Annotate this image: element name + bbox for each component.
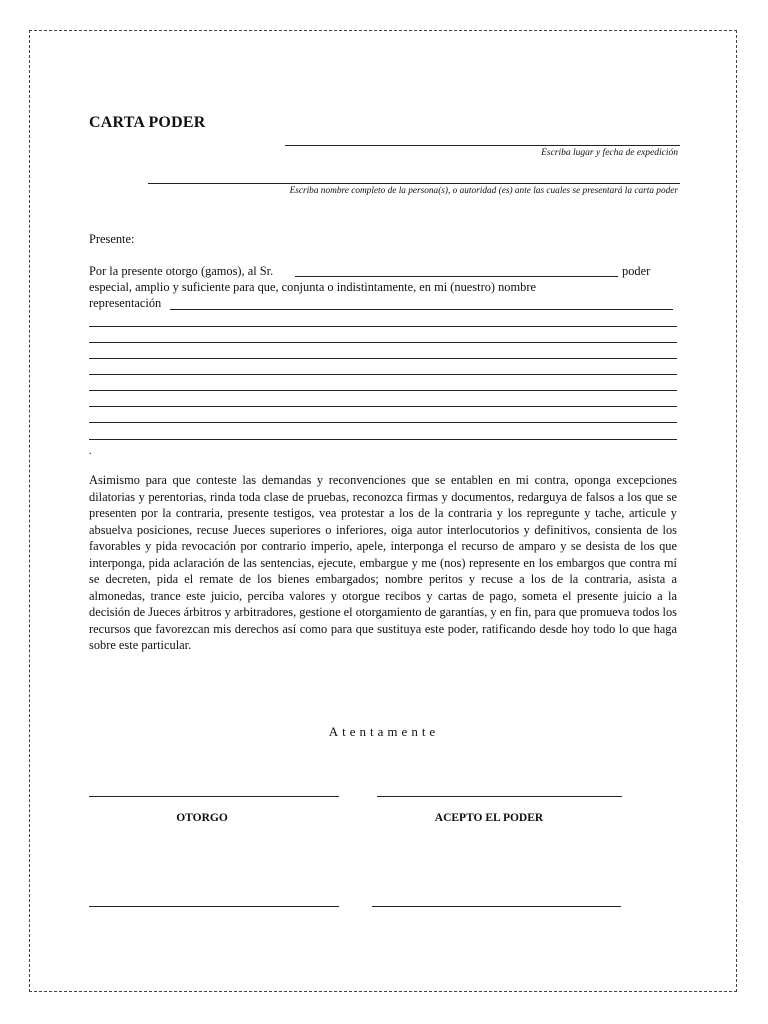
fill-line[interactable] <box>89 374 677 375</box>
trailing-dot: . <box>89 446 92 457</box>
greeting: Presente: <box>89 232 135 246</box>
fill-line[interactable] <box>89 439 677 440</box>
place-date-caption: Escriba lugar y fecha de expedición <box>541 148 678 158</box>
fill-line[interactable] <box>89 406 677 407</box>
signature-line-right-2[interactable] <box>372 906 621 907</box>
signature-line-right[interactable] <box>377 796 622 797</box>
body-paragraph: Asimismo para que conteste las demandas y reconvenciones que se entablen en mi contra, oponga excepciones dilatorias y perentorias, rinda toda clase de pruebas, reconozca firmas y documentos, redarguya de falsos a los que se presenten por la contraria, presente testigos, vea protestar a los de la contraria y los repregunte y tache, articule y absuelva posiciones, recuse Jueces superiores o inferiores, oiga autor interlocutorios y definitivos, consienta de los favorables y pida revocación por contrario imperio, apele, interponga el recurso de amparo y se desista de los que interponga, pida aclaración de las sentencias, ejecute, embargue y me (nos) represente en los embargos que contra mí se decreten, pida el remate de los bienes embargados; nombre peritos y recuse a los de la contraria, asista a almonedas, trance este juicio, perciba valores y otorgue recibos y cartas de pago, someta el presente juicio a la decisión de Jueces árbitros y arbitradores, gestione el otorgamiento de garantías, y en fin, para que promueva todos los recursos que favorezcan mis derechos así como para que sustituya este poder, ratificando desde hoy todo lo que haga sobre este particular. <box>89 473 677 652</box>
intro-line-1-end: poder <box>622 264 651 278</box>
signature-line-left-2[interactable] <box>89 906 339 907</box>
signature-line-left[interactable] <box>89 796 339 797</box>
document-title: CARTA PODER <box>89 114 206 131</box>
attorney-name-line[interactable] <box>295 276 618 277</box>
signature-label-otorgo: OTORGO <box>176 812 228 824</box>
fill-line[interactable] <box>89 390 677 391</box>
fill-line[interactable] <box>89 326 677 327</box>
intro-line-2: especial, amplio y suficiente para que, conjunta o indistintamente, en mi (nuestro) nombre <box>89 280 536 294</box>
signature-label-acepto: ACEPTO EL PODER <box>434 812 544 824</box>
recipient-caption: Escriba nombre completo de la persona(s), o autoridad (es) ante las cuales se presentará la carta poder <box>289 186 678 196</box>
recipient-line[interactable] <box>148 183 680 184</box>
fill-line[interactable] <box>89 358 677 359</box>
representation-line[interactable] <box>170 309 673 310</box>
closing-text: Atentamente <box>328 724 440 739</box>
intro-line-3: representación <box>89 296 162 310</box>
fill-line[interactable] <box>89 422 677 423</box>
fill-line[interactable] <box>89 342 677 343</box>
intro-line-1-start: Por la presente otorgo (gamos), al Sr. <box>89 264 274 278</box>
place-date-line[interactable] <box>285 145 680 146</box>
